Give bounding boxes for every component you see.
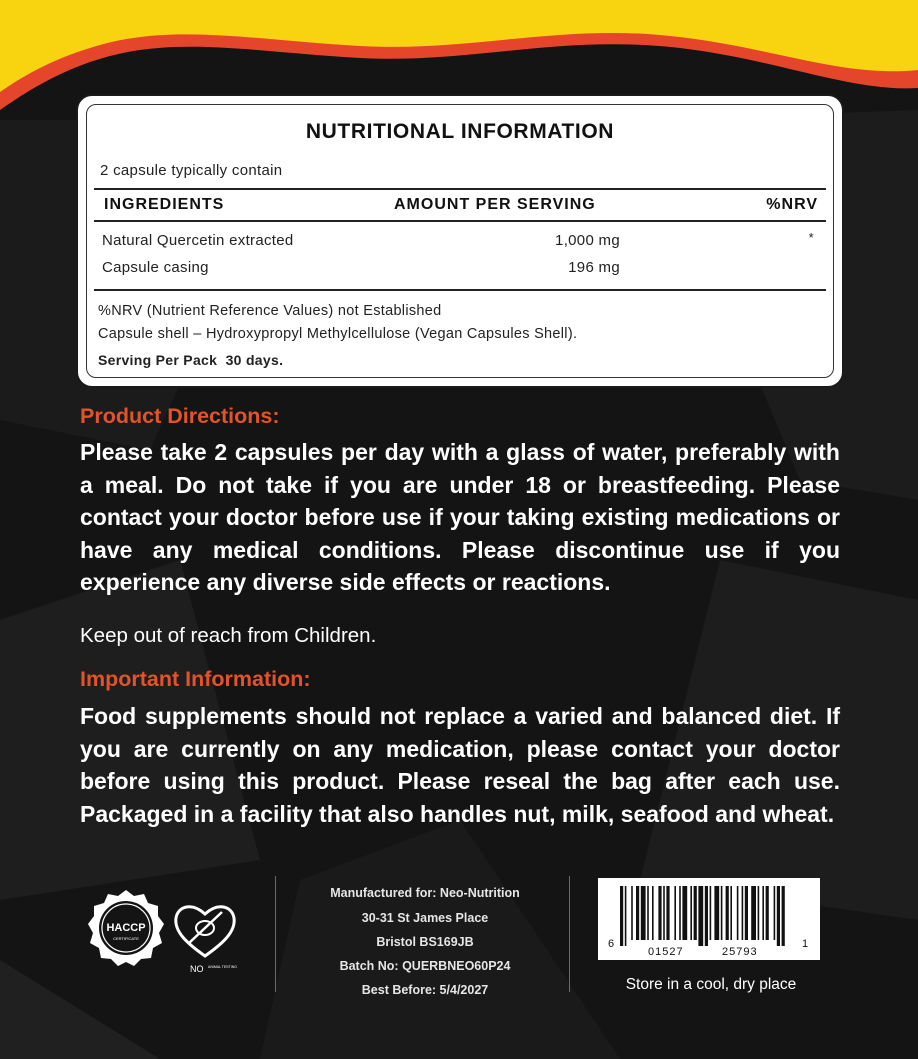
capsule-shell-note: Capsule shell – Hydroxypropyl Methylcellulose (Vegan Capsules Shell). [98,326,578,342]
best-before-line: Best Before: 5/4/2027 [361,983,489,997]
barcode-bar [694,886,697,940]
barcode-bar [647,886,649,940]
no-sub: ANIMAL TESTING [208,965,237,969]
barcode-bars [598,878,820,960]
barcode-left-digits: 01527 [648,946,684,958]
barcode-check-digit: 1 [802,938,809,950]
barcode-bar [721,886,723,940]
row-ingredient: Natural Quercetin extracted [102,232,294,249]
row-amount: 1,000 mg [555,232,620,249]
barcode-bar [705,886,708,946]
barcode-bar [663,886,665,940]
keep-out-notice: Keep out of reach from Children. [80,624,377,647]
barcode-bar [682,886,687,940]
header-ingredients: INGREDIENTS [104,196,225,213]
haccp-label: HACCP [106,922,146,934]
table-top-rule [94,188,826,190]
row-ingredient: Capsule casing [102,259,209,276]
barcode-bar [658,886,661,940]
table-header-rule [94,220,826,222]
barcode-lead-digit: 6 [608,938,615,950]
barcode-bar [758,886,760,940]
nutrition-subtitle: 2 capsule typically contain [100,162,283,179]
city-line: Bristol BS169JB [376,935,474,949]
barcode-bar [751,886,756,940]
nutrition-title: NUTRITIONAL INFORMATION [305,120,615,143]
important-body: Food supplements should not replace a varied and balanced diet. If you are currently on any medication, please contact your doctor before using this product. Please reseal the bag after each use. Packaged in a facility that also handles nut, milk, seafood and wheat. [80,703,840,827]
barcode-bar [774,886,776,940]
barcode-bar [766,886,769,940]
serving-label: Serving Per Pack [98,352,218,368]
barcode-bar [674,886,676,940]
barcode-bar [690,886,692,940]
barcode-bar [625,886,627,946]
directions-heading: Product Directions: [80,404,280,428]
row-amount: 196 mg [568,259,620,276]
nutrition-panel [76,94,844,388]
serving-per-pack [98,352,283,368]
barcode-right-digits: 25793 [722,946,758,958]
barcode-bar [666,886,669,940]
batch-line: Batch No: QUERBNEO60P24 [339,959,511,973]
haccp-sub: CERTIFICATE [113,936,139,941]
barcode-bar [710,886,712,940]
barcode-bar [641,886,646,940]
important-heading: Important Information: [80,667,311,691]
directions-body: Please take 2 capsules per day with a glass of water, preferably with a meal. Do not take if you are under 18 or breastfeeding. Please contact your doctor before use if your taking existing medications or have any medical conditions. Please discontinue use if you experience any diverse side effects or reactions. [80,439,840,595]
barcode-bar [631,886,633,940]
barcode-bar [762,886,764,940]
footer-divider-left [275,876,276,992]
serving-value: 30 days. [225,352,284,368]
haccp-certificate-icon [86,888,166,968]
barcode-bar [777,886,780,946]
barcode [598,878,820,960]
barcode-bar [730,886,732,940]
barcode-bar [742,886,744,940]
barcode-bar [679,886,681,940]
no-label: NO [190,964,204,974]
barcode-bar [636,886,639,940]
barcode-bar [620,886,623,946]
barcode-bar [714,886,719,940]
row-nrv: * [808,230,814,245]
header-amount: AMOUNT PER SERVING [394,196,596,213]
barcode-bar [652,886,654,940]
manufacturer-line: Manufactured for: Neo-Nutrition [330,886,520,900]
table-bottom-rule [94,289,826,291]
footer-divider-right [569,876,570,992]
barcode-bar [745,886,748,940]
barcode-bar [782,886,785,946]
nrv-note: %NRV (Nutrient Reference Values) not Established [98,303,442,319]
barcode-bar [737,886,739,940]
address-line: 30-31 St James Place [361,911,489,925]
storage-instruction: Store in a cool, dry place [625,976,797,993]
barcode-bar [698,886,703,946]
header-nrv: %NRV [766,196,818,213]
no-animal-testing-icon [168,896,242,978]
barcode-bar [726,886,729,940]
